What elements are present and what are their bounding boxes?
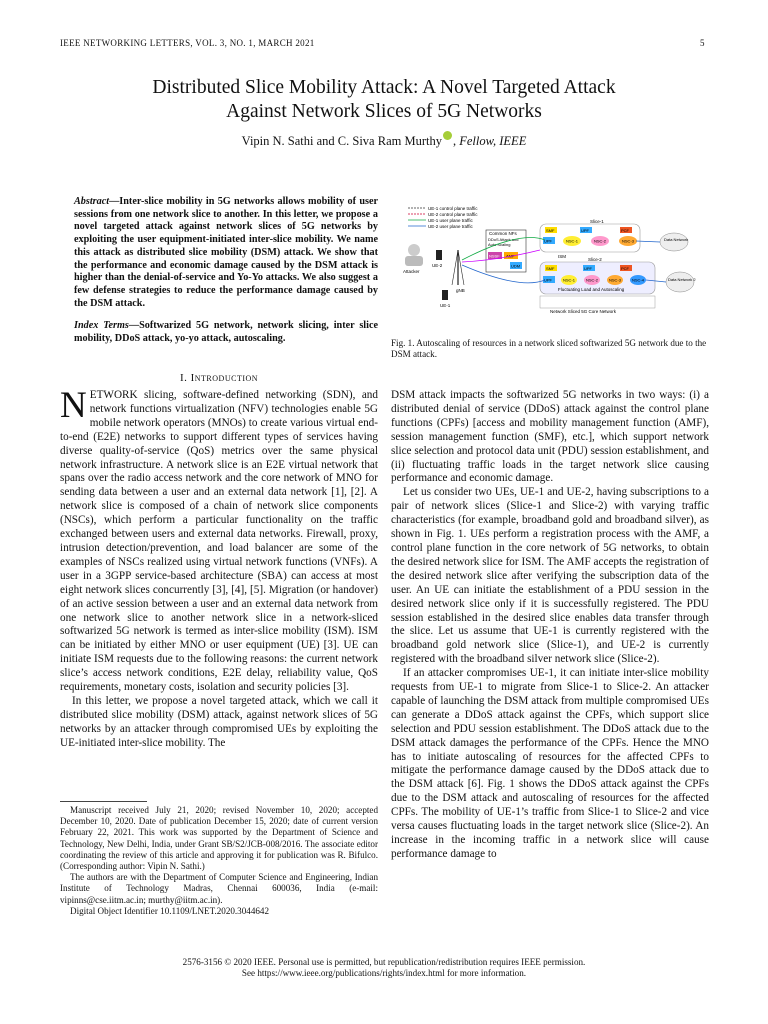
abstract: Abstract—Inter-slice mobility in 5G networks allows mobility of user sessions from one network slice to another. In this letter, we propose a novel targeted attack against network slices of 5G networks by exploiting the user equipment-initiated inter-slice mobility. We name this attack as distributed slice mobility (DSM) attack. We show that the performance and economic damage caused by the DSM attack is higher than the denial-of-service and Yo-Yo attacks. We also suggest a few defense strategies to reduce the performance damage caused by the DSM attack. (74, 196, 378, 309)
cpf-nssf: NSSF (489, 253, 500, 259)
author-names: Vipin N. Sathi and C. Siva Ram Murthy (241, 134, 442, 149)
nf-upf-2: UPF (584, 266, 592, 271)
copyright-footer (60, 957, 708, 979)
title-line-2: Against Network Slices of 5G Networks (226, 101, 542, 122)
cpf-udm: UDM (511, 263, 521, 269)
index-terms: Index Terms—Softwarized 5G network, network slicing, inter slice mobility, DDoS attack, yo-yo attack, autoscaling. (74, 320, 378, 344)
core-network-label: Network Sliced 5G Core Network (550, 309, 617, 314)
nf-smf-1: SMF (546, 228, 555, 233)
intro-paragraph-1 (60, 385, 378, 695)
drop-cap: N (60, 385, 87, 426)
index-terms-text: Softwarized 5G network, network slicing, inter slice mobility, DDoS attack, yo-yo attack, autoscaling. (74, 320, 378, 344)
slice2-label: Slice-2 (588, 257, 602, 262)
left-column-body (60, 385, 378, 751)
figure-1 (400, 200, 700, 320)
footnote-received: Manuscript received July 21, 2020; revised November 10, 2020; accepted December 10, 2020. Date of publication December 15, 2020; date of current version February 22, 2021. This work was supported by the Department of Science and Technology, New Delhi, India, under Grant SB/S2/JCB-008/2016. The associate editor coordinating the review of this article and approving it for publication was R. Bifulco. (Corresponding author: Vipin N. Sathi.) (60, 805, 378, 872)
nsc-1b: NSC-1 (563, 277, 576, 283)
attacker-label: Attacker (403, 269, 420, 274)
nsc-4b: NSC-4 (632, 277, 645, 283)
copyright-line-1: 2576-3156 © 2020 IEEE. Personal use is permitted, but republication/redistribution requires IEEE permission. (182, 957, 586, 967)
gnb-label: gNB (456, 288, 465, 293)
figure-diagram (400, 200, 700, 320)
authors: Vipin N. Sathi and C. Siva Ram Murthy , Fellow, IEEE (60, 131, 708, 149)
section-title: Introduction (190, 372, 259, 384)
slice1-label: Slice-1 (590, 219, 604, 224)
running-header: IEEE NETWORKING LETTERS, VOL. 3, NO. 1, MARCH 2021 (60, 38, 315, 48)
common-nfs-label: Common NFs (489, 231, 517, 236)
right-paragraph-1: DSM attack impacts the softwarized 5G networks in two ways: (i) a distributed denial of service (DDoS) attack against the control plane functions (CPFs) [access and mobility management function (AMF), session management function (SMF), etc.], which support network slice selection and protocol data unit (PDU) session establishment, and (ii) fluctuating traffic loads in the target network slice causing performance and economic damage. (391, 389, 709, 485)
legend-4: UE-2 user plane traffic (428, 224, 473, 229)
first-word: ETWORK (89, 389, 138, 401)
data-network-1: Data Network (664, 237, 689, 242)
nf-pcf-2: PCF (621, 266, 629, 271)
abstract-text: Inter-slice mobility in 5G networks allows mobility of user sessions from one network slice to another. In this letter, we propose a novel targeted attack against network slices of 5G networks by exploiting the user equipment-initiated inter-slice mobility. We name this attack as distributed slice mobility (DSM) attack. We show that the performance and economic damage caused by the DSM attack is higher than the denial-of-service and Yo-Yo attacks. We also suggest a few defense strategies to reduce the performance damage caused by the DSM attack. (74, 196, 378, 309)
nsc-1a: NSC-1 (566, 238, 579, 244)
ism-label: ISM (558, 254, 567, 259)
nf-smf-2: SMF (546, 266, 555, 271)
footnotes (60, 805, 378, 917)
right-paragraph-3: If an attacker compromises UE-1, it can initiate inter-slice mobility requests from UE-1 to migrate from Slice-1 to Slice-2. An attacker capable of launching the DSM attack from multiple compromised UEs can generate a DDoS attack against the CPFs, which support slice selection and PDU session establishment. The DDoS attack due to the DSM attack damages the performance of the CPFs. Hence the MNO has to initiate autoscaling of resources for the affected CPFs to mitigate the performance damage caused by the DDoS attack due to the DSM attack [6]. Fig. 1 shows the DDoS attack against the CPFs due to the DSM attack and autoscaling of resources for the affected CPFs. The mobility of UE-1’s traffic from Slice-1 to Slice-2 and vice versa causes fluctuating loads in the target network slice (Slice-2). An increase in the incoming traffic in a network slice will cause performance damage to (391, 667, 709, 860)
legend-3: UE-1 user plane traffic (428, 218, 473, 223)
copyright-line-2: See https://www.ieee.org/publications/rights/index.html for more information. (241, 968, 527, 978)
data-network-2: Data Network 2 (668, 277, 696, 282)
fluct-label: Fluctuating Load and Autoscaling (558, 287, 625, 292)
ue1-label: UE-1 (440, 303, 451, 308)
index-terms-label: Index Terms (74, 320, 129, 331)
nf-upf-2b: UPF (544, 277, 552, 283)
ue2-label: UE-2 (432, 263, 443, 268)
right-paragraph-2: Let us consider two UEs, UE-1 and UE-2, having subscriptions to a pair of network slices (Slice-1 and Slice-2) with varying traffic characteristics (for example, broadband gold and broadband silver), as shown in Fig. 1. UEs perform a registration process with the AMF, a control plane function in the core network of 5G networks, to obtain the desired network slice for ISM. The AMF accepts the registration of the desired network slice after verifying the subscription data of the user. An UE can initiate the establishment of a PDU session in the desired network slice only if it is successfully registered. The PDU session established in the desired slice enables data transfer through the slice. Let us assume that UE-1 is currently registered with the broadband gold network slice (Slice-1), and UE-2 is currently registered with the broadband silver network slice (Slice-2). (391, 486, 709, 666)
page-number: 5 (700, 38, 705, 48)
nsc-3b: NSC-3 (609, 277, 622, 283)
footnote-rule (60, 801, 147, 802)
nf-upf-1: UPF (581, 228, 589, 233)
intro-paragraph-2: In this letter, we propose a novel targeted attack, which we call it distributed slice mobility (DSM) attack, against network slices of 5G networks by an attacker through compromised UEs by exploiting the UE-initiated inter-slice mobility. The (60, 694, 378, 749)
abstract-label: Abstract (74, 196, 110, 207)
author-suffix: Fellow, IEEE (459, 134, 527, 149)
cpf-amf: AMF (506, 253, 515, 259)
nf-pcf-1: PCF (621, 228, 629, 233)
section-numeral: I. (179, 372, 188, 384)
paper-title (60, 76, 708, 124)
nsc-2b: NSC-2 (586, 277, 599, 283)
footnote-affiliation: The authors are with the Department of Computer Science and Engineering, Indian Institute of Technology Madras, Chennai 600036, India (e-mail: vipinns@cse.iitm.ac.in; murthy@iitm.ac.in). (60, 872, 378, 905)
intro-p1-text: slicing, software-defined networking (SDN), and network functions virtualization (NFV) technologies enable 5G mobile network operators (MNOs) to create various virtual end-to-end (E2E) networks to support different types of services having diverse quality-of-service (QoS) metrics over the same physical network infrastructure. A network slice is an E2E virtual network that spans over the radio access network and the core network of MNO for sending data between a user and an external data network [1], [2]. A network slice is composed of a chain of network slice components (NSCs), which perform a particular functionality on the traffic exchanged between users and external data networks. Firewall, proxy, intrusion detection/prevention, and load balancer are some of the examples of NSCs realized using virtual network functions (VNFs). A user in a 3GPP service-based architecture (SBA) can access at most eight network slices concurrently [3], [4], [5]. Migration (or handover) of an active session between a user and an external data network from one network slice to another network slice in a network-sliced softwarized 5G network is termed as inter-slice mobility (ISM). ISM can be initiated by either MNO or user equipment (UE) [3]. UE can initiate ISM requests due to the following reasons: the current network slice’s access network conditions, E2E delay, reliability value, QoS requirements, monetary costs, isolation and security policies [3]. (60, 389, 378, 694)
nsc-3a: NSC-3 (622, 238, 635, 244)
section-heading (60, 372, 378, 384)
footnote-doi: Digital Object Identifier 10.1109/LNET.2020.3044642 (70, 905, 270, 916)
nsc-2a: NSC-2 (594, 238, 607, 244)
figure-caption: Fig. 1. Autoscaling of resources in a network sliced softwarized 5G network due to the DSM attack. (391, 338, 707, 359)
legend-1: UE-1 control plane traffic (428, 206, 478, 211)
title-line-1: Distributed Slice Mobility Attack: A Novel Targeted Attack (152, 77, 616, 98)
legend-2: UE-2 control plane traffic (428, 212, 478, 217)
ddos-label-2: Auto Scaling (488, 242, 511, 247)
nf-upf-1b: UPF (544, 238, 552, 244)
right-column-body (391, 389, 709, 862)
ddos-label-1: DDoS Attack and (488, 237, 519, 242)
orcid-icon[interactable] (443, 131, 452, 140)
